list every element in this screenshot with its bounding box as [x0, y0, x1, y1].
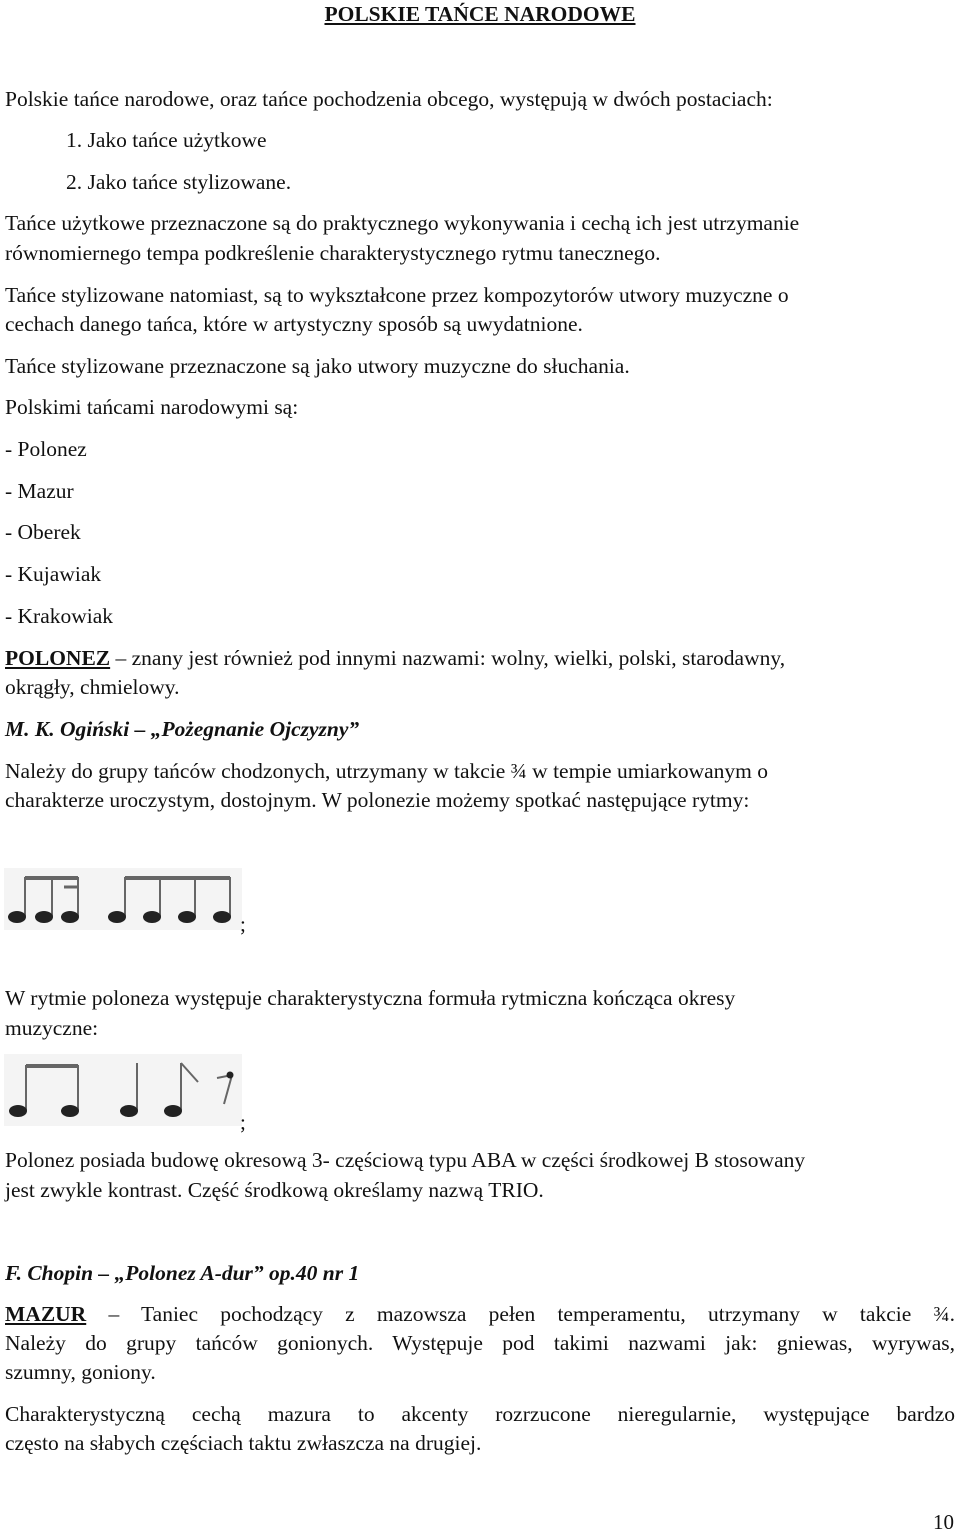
list-item: - Mazur	[5, 479, 74, 503]
separator: ;	[240, 1110, 246, 1134]
separator: ;	[240, 912, 246, 936]
paragraph-line: cechach danego tańca, które w artystyczny sposób są uwydatnione.	[5, 312, 583, 336]
mazur-description: – Taniec pochodzący z mazowsza pełen temperamentu, utrzymany w takcie ¾.	[86, 1302, 955, 1326]
work-title: F. Chopin – „Polonez A-dur” op.40 nr 1	[5, 1261, 360, 1285]
paragraph-line: Tańce stylizowane przeznaczone są jako utwory muzyczne do słuchania.	[5, 354, 630, 378]
dances-intro: Polskimi tańcami narodowymi są:	[5, 395, 299, 419]
list-item: - Kujawiak	[5, 562, 102, 586]
paragraph-line: Tańce użytkowe przeznaczone są do praktycznego wykonywania i cechą ich jest utrzymanie	[5, 211, 800, 235]
list-item: 1. Jako tańce użytkowe	[66, 128, 267, 152]
paragraph-line: Tańce stylizowane natomiast, są to wykształcone przez kompozytorów utwory muzyczne o	[5, 283, 789, 307]
polonez-heading: POLONEZ	[5, 646, 111, 670]
paragraph-line: równomiernego tempa podkreślenie charakterystycznego rytmu tanecznego.	[5, 241, 661, 265]
work-title: M. K. Ogiński – „Pożegnanie Ojczyzny”	[5, 717, 360, 741]
list-item: - Polonez	[5, 437, 87, 461]
paragraph-line: szumny, goniony.	[5, 1360, 156, 1384]
paragraph-line: jest zwykle kontrast. Część środkową określamy nazwą TRIO.	[5, 1178, 544, 1202]
paragraph-line: Polonez posiada budowę okresową 3- częściową typu ABA w części środkowej B stosowany	[5, 1148, 806, 1172]
paragraph-line: Charakterystyczną cechą mazura to akcenty rozrzucone nieregularnie, występujące bardzo	[5, 1402, 955, 1426]
list-item: - Krakowiak	[5, 604, 114, 628]
polonez-line	[5, 648, 785, 670]
paragraph-line: muzyczne:	[5, 1016, 99, 1040]
polonez-names: – znany jest również pod innymi nazwami: wolny, wielki, polski, starodawny,	[110, 646, 786, 670]
mazur-line	[5, 1304, 955, 1326]
page-title: POLSKIE TAŃCE NARODOWE	[324, 2, 636, 26]
rhythm-notation-2	[4, 1054, 242, 1126]
intro-text: Polskie tańce narodowe, oraz tańce pochodzenia obcego, występują w dwóch postaciach:	[5, 87, 773, 111]
paragraph-line: Należy do grupy tańców gonionych. Występuje pod takimi nazwami jak: gniewas, wyrywas,	[5, 1331, 955, 1355]
rhythm-notation-1	[4, 868, 242, 930]
paragraph-line: charakterze uroczystym, dostojnym. W polonezie możemy spotkać następujące rytmy:	[5, 788, 750, 812]
page-number: 10	[933, 1510, 954, 1534]
paragraph-line: Należy do grupy tańców chodzonych, utrzymany w takcie ¾ w tempie umiarkowanym o	[5, 759, 769, 783]
paragraph-line: często na słabych częściach taktu zwłaszcza na drugiej.	[5, 1431, 482, 1455]
paragraph-line: W rytmie poloneza występuje charakterystyczna formuła rytmiczna kończąca okresy	[5, 986, 736, 1010]
paragraph-line: okrągły, chmielowy.	[5, 675, 180, 699]
list-item: 2. Jako tańce stylizowane.	[66, 170, 292, 194]
mazur-heading: MAZUR	[5, 1302, 87, 1326]
list-item: - Oberek	[5, 520, 81, 544]
